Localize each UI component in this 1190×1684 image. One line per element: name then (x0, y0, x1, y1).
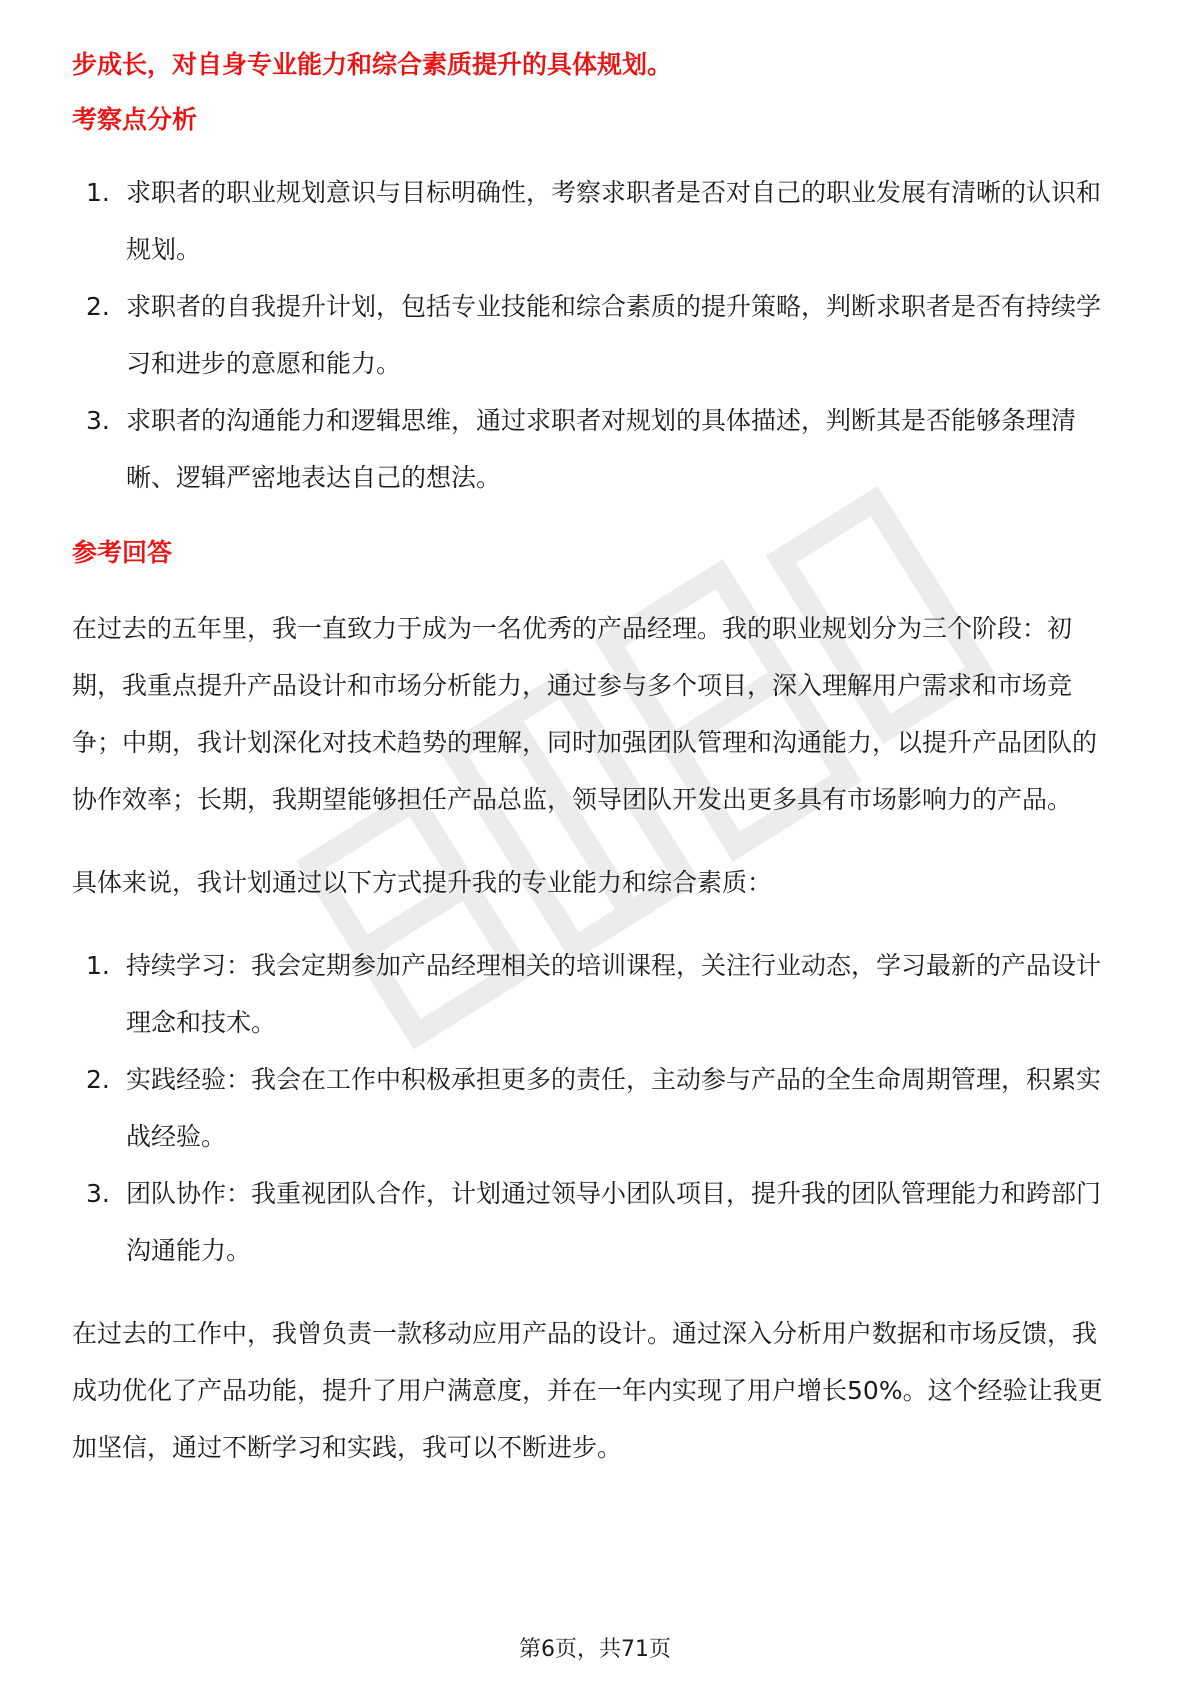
answer-heading: 参考回答 (72, 538, 173, 567)
answer-paragraph-3: 在过去的工作中，我曾负责一款移动应用产品的设计。通过深入分析用户数据和市场反馈，我成功优化了产品功能，提升了用户满意度，并在一年内实现了用户增长50%。这个经验让我更加坚信，通过不断学习和实践，我可以不断进步。 (72, 1319, 1103, 1462)
page-footer: 第6页，共71页 (519, 1637, 671, 1662)
list-item-number: 1. (86, 178, 110, 207)
list-item-text: 实践经验：我会在工作中积极承担更多的责任，主动参与产品的全生命周期管理，积累实战经验。 (126, 1065, 1102, 1151)
list-item (72, 392, 1120, 506)
answer-paragraph-2: 具体来说，我计划通过以下方式提升我的专业能力和综合素质： (72, 868, 773, 897)
list-item-number: 2. (86, 1065, 110, 1094)
list-item-number: 3. (86, 1179, 110, 1208)
list-item (72, 937, 1120, 1051)
list-item (72, 1165, 1120, 1279)
analysis-list (72, 164, 1120, 506)
list-item-text: 求职者的职业规划意识与目标明确性，考察求职者是否对自己的职业发展有清晰的认识和规划。 (126, 178, 1102, 264)
answer-list (72, 937, 1120, 1279)
list-item-number: 1. (86, 951, 110, 980)
list-item (72, 1051, 1120, 1165)
list-item-text: 求职者的沟通能力和逻辑思维，通过求职者对规划的具体描述，判断其是否能够条理清晰、逻辑严密地表达自己的想法。 (126, 406, 1077, 492)
analysis-heading: 考察点分析 (72, 105, 198, 134)
intro-line: 步成长，对自身专业能力和综合素质提升的具体规划。 (72, 50, 673, 79)
list-item (72, 278, 1120, 392)
list-item-number: 2. (86, 292, 110, 321)
list-item-text: 持续学习：我会定期参加产品经理相关的培训课程，关注行业动态，学习最新的产品设计理念和技术。 (126, 951, 1102, 1037)
answer-paragraph-1: 在过去的五年里，我一直致力于成为一名优秀的产品经理。我的职业规划分为三个阶段：初期，我重点提升产品设计和市场分析能力，通过参与多个项目，深入理解用户需求和市场竞争；中期，我计划深化对技术趋势的理解，同时加强团队管理和沟通能力，以提升产品团队的协作效率；长期，我期望能够担任产品总监，领导团队开发出更多具有市场影响力的产品。 (72, 614, 1098, 814)
list-item-number: 3. (86, 406, 110, 435)
content-area (72, 46, 1120, 1476)
list-item (72, 164, 1120, 278)
list-item-text: 团队协作：我重视团队合作，计划通过领导小团队项目，提升我的团队管理能力和跨部门沟通能力。 (126, 1179, 1102, 1265)
list-item-text: 求职者的自我提升计划，包括专业技能和综合素质的提升策略，判断求职者是否有持续学习和进步的意愿和能力。 (126, 292, 1102, 378)
